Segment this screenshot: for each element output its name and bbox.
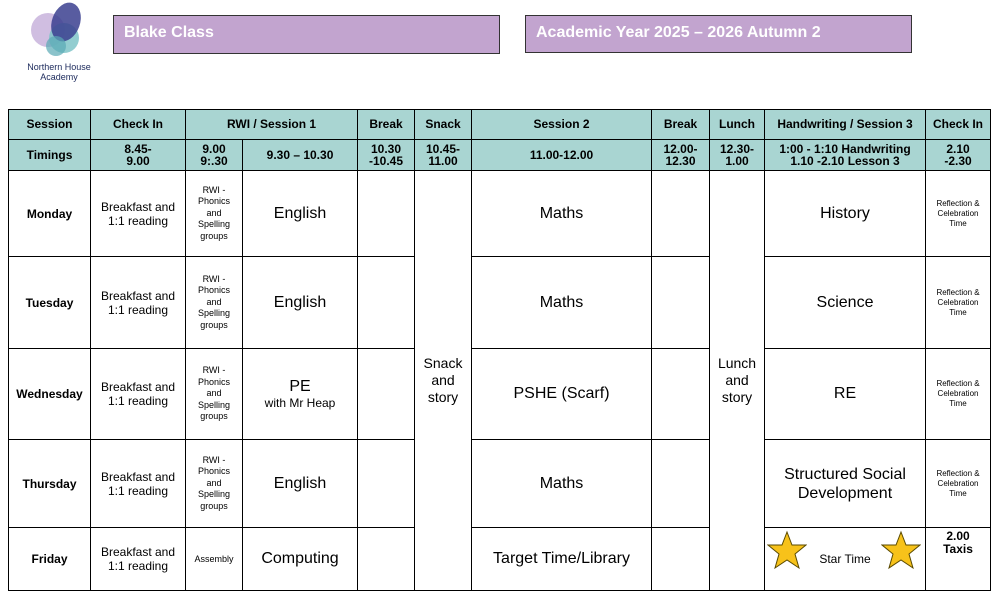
break1-cell xyxy=(358,349,415,440)
session2-cell: Maths xyxy=(472,440,652,528)
break1-cell xyxy=(358,257,415,349)
session3-cell: History xyxy=(765,171,926,257)
timetable xyxy=(8,109,991,591)
break2-cell xyxy=(652,349,710,440)
break2-cell xyxy=(652,440,710,528)
logo-text xyxy=(14,62,104,82)
end-cell: Reflection & Celebration Time xyxy=(926,349,991,440)
break2-cell xyxy=(652,171,710,257)
session1-cell: English xyxy=(243,171,358,257)
timing-break2: 12.00- 12.30 xyxy=(652,140,710,171)
timing-break1: 10.30 -10.45 xyxy=(358,140,415,171)
timing-check-in: 8.45- 9.00 xyxy=(91,140,186,171)
session3-cell: Science xyxy=(765,257,926,349)
col-break1: Break xyxy=(358,110,415,140)
session2-cell: Maths xyxy=(472,257,652,349)
table-row xyxy=(9,528,991,591)
col-rwi: RWI / Session 1 xyxy=(186,110,358,140)
session1-cell: English xyxy=(243,440,358,528)
day-label: Tuesday xyxy=(9,257,91,349)
day-label: Friday xyxy=(9,528,91,591)
timing-snack: 10.45- 11.00 xyxy=(415,140,472,171)
col-check-in2: Check In xyxy=(926,110,991,140)
day-label: Thursday xyxy=(9,440,91,528)
check-in-cell: Breakfast and 1:1 reading xyxy=(91,257,186,349)
end-cell: 2.00 Taxis xyxy=(926,528,991,591)
end-cell: Reflection & Celebration Time xyxy=(926,440,991,528)
session2-cell: Maths xyxy=(472,171,652,257)
logo-line2: Academy xyxy=(40,72,78,82)
day-label: Monday xyxy=(9,171,91,257)
col-session: Session xyxy=(9,110,91,140)
col-session3: Handwriting / Session 3 xyxy=(765,110,926,140)
class-title: Blake Class xyxy=(113,15,500,54)
year-title: Academic Year 2025 – 2026 Autumn 2 xyxy=(525,15,912,53)
rwi-cell: RWI - Phonics and Spelling groups xyxy=(186,349,243,440)
check-in-cell: Breakfast and 1:1 reading xyxy=(91,440,186,528)
break1-cell xyxy=(358,171,415,257)
check-in-cell: Breakfast and 1:1 reading xyxy=(91,171,186,257)
break1-cell xyxy=(358,440,415,528)
break2-cell xyxy=(652,528,710,591)
timings-label: Timings xyxy=(9,140,91,171)
session3-cell: Structured Social Development xyxy=(765,440,926,528)
session2-cell: Target Time/Library xyxy=(472,528,652,591)
table-row xyxy=(9,171,991,257)
rwi-cell: Assembly xyxy=(186,528,243,591)
session1-cell xyxy=(243,349,358,440)
session1-cell: English xyxy=(243,257,358,349)
timing-rwi-b: 9.30 – 10.30 xyxy=(243,140,358,171)
col-check-in: Check In xyxy=(91,110,186,140)
check-in-cell: Breakfast and 1:1 reading xyxy=(91,349,186,440)
rwi-cell: RWI - Phonics and Spelling groups xyxy=(186,440,243,528)
star-time-label: Star Time xyxy=(819,552,871,566)
table-row xyxy=(9,440,991,528)
break1-cell xyxy=(358,528,415,591)
session3-cell: RE xyxy=(765,349,926,440)
rwi-cell: RWI - Phonics and Spelling groups xyxy=(186,257,243,349)
day-label: Wednesday xyxy=(9,349,91,440)
lunch-cell: Lunch and story xyxy=(710,171,765,591)
session1-cell: Computing xyxy=(243,528,358,591)
header-row xyxy=(9,110,991,140)
col-lunch: Lunch xyxy=(710,110,765,140)
col-snack: Snack xyxy=(415,110,472,140)
check-in-cell: Breakfast and 1:1 reading xyxy=(91,528,186,591)
logo-line1: Northern House xyxy=(27,62,91,72)
star-icon xyxy=(881,530,921,570)
timing-lunch: 12.30- 1.00 xyxy=(710,140,765,171)
end-cell: Reflection & Celebration Time xyxy=(926,257,991,349)
snack-cell: Snack and story xyxy=(415,171,472,591)
session1-subtitle: with Mr Heap xyxy=(264,396,336,410)
timings-row xyxy=(9,140,991,171)
table-row xyxy=(9,349,991,440)
table-row xyxy=(9,257,991,349)
col-break2: Break xyxy=(652,110,710,140)
session2-cell: PSHE (Scarf) xyxy=(472,349,652,440)
star-icon xyxy=(767,530,807,570)
end-cell: Reflection & Celebration Time xyxy=(926,171,991,257)
timing-session2: 11.00-12.00 xyxy=(472,140,652,171)
col-session2: Session 2 xyxy=(472,110,652,140)
rwi-cell: RWI - Phonics and Spelling groups xyxy=(186,171,243,257)
break2-cell xyxy=(652,257,710,349)
timing-session3: 1:00 - 1:10 Handwriting 1.10 -2.10 Lesson 3 xyxy=(765,140,926,171)
timing-rwi-a: 9.00 9:.30 xyxy=(186,140,243,171)
session3-cell xyxy=(765,528,926,591)
timing-check-in2: 2.10 -2.30 xyxy=(926,140,991,171)
session1-title: PE xyxy=(289,378,311,395)
